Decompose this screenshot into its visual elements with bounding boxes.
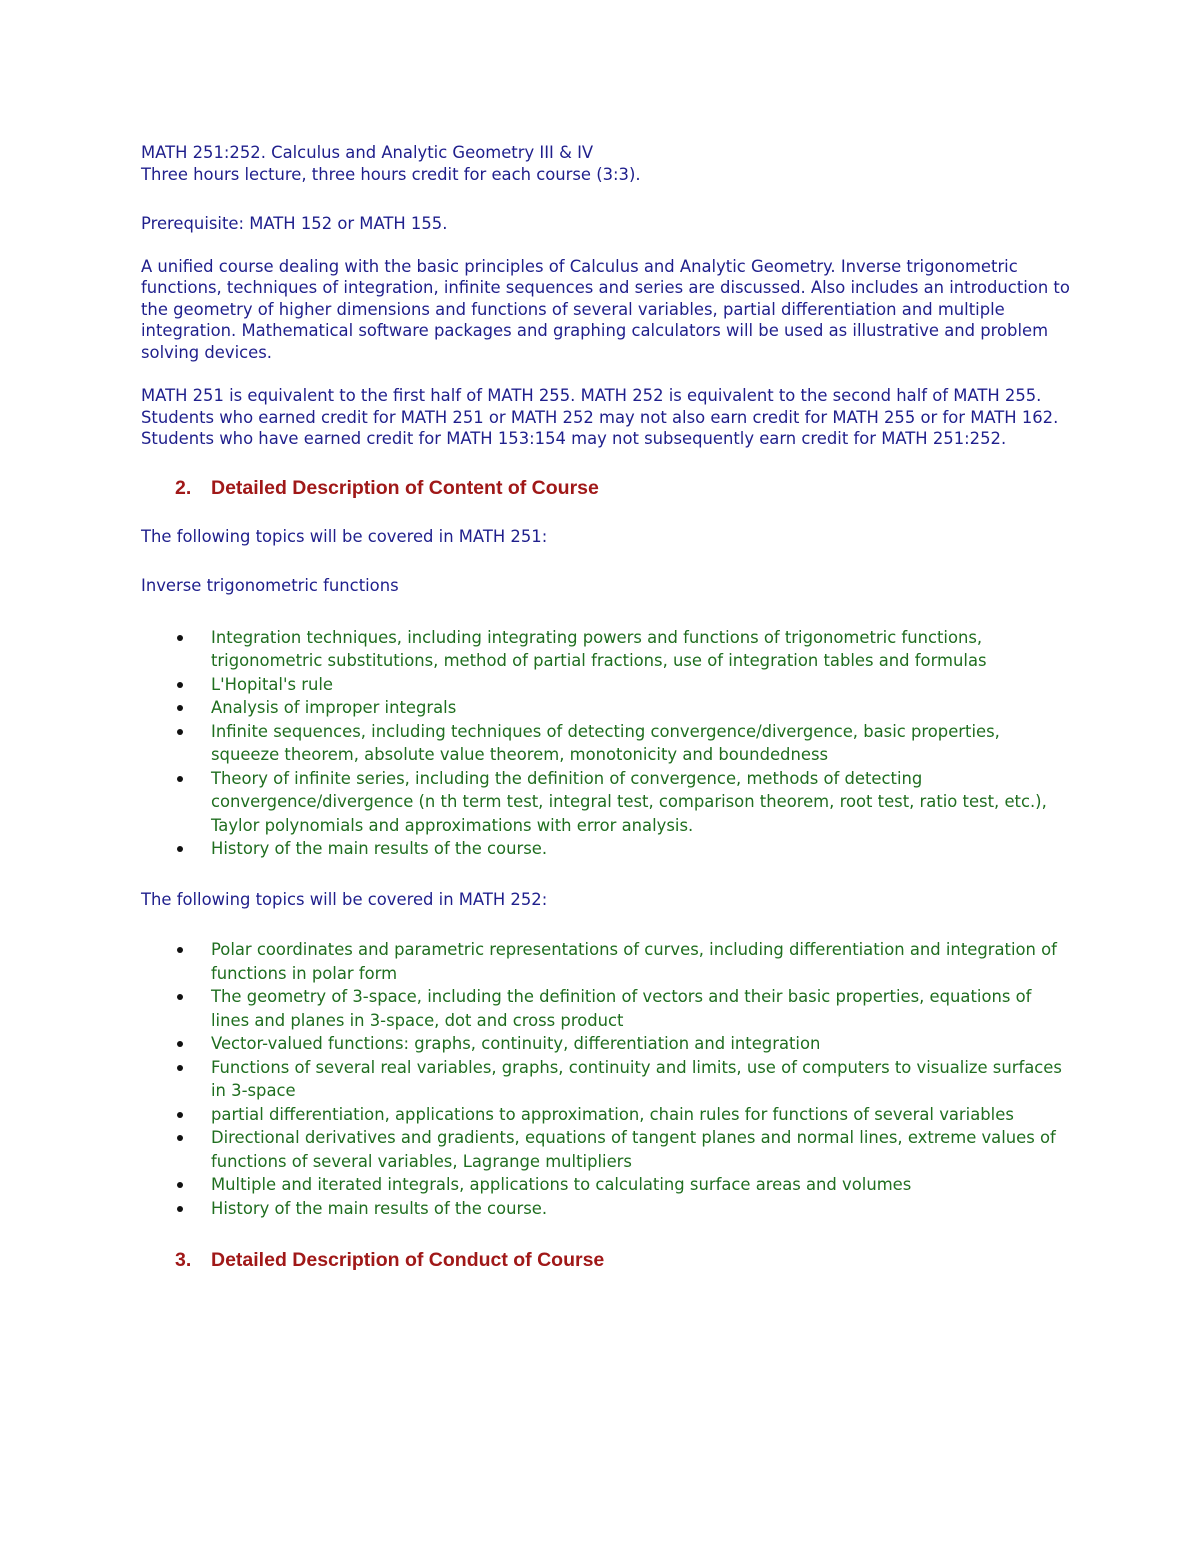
section-2-heading <box>141 476 1071 500</box>
course-equivalence: MATH 251 is equivalent to the first half of MATH 255. MATH 252 is equivalent to the second half of MATH 255. Students who earned credit for MATH 251 or MATH 252 may not also earn credit for MATH 255 or for MATH 162. Students who have earned credit for MATH 153:154 may not subsequently earn credit for MATH 251:252. <box>141 386 1059 448</box>
math251-intro: The following topics will be covered in MATH 251: <box>141 526 548 546</box>
section-3-title: Detailed Description of Conduct of Course <box>211 1249 605 1271</box>
section-3-heading <box>141 1248 1071 1272</box>
section-2-title: Detailed Description of Content of Course <box>211 476 599 499</box>
list-item: L'Hopital's rule <box>141 673 1071 697</box>
list-item: History of the main results of the course. <box>141 837 1071 861</box>
list-item: Vector-valued functions: graphs, continuity, differentiation and integration <box>141 1032 1071 1056</box>
course-hours-line: Three hours lecture, three hours credit for each course (3:3). <box>141 164 641 184</box>
course-header <box>141 142 1071 185</box>
list-item: Multiple and iterated integrals, applications to calculating surface areas and volumes <box>141 1173 1071 1197</box>
bullet-icon <box>177 947 183 953</box>
list-item: Functions of several real variables, graphs, continuity and limits, use of computers to visualize surfaces in 3-space <box>141 1056 1071 1103</box>
bullet-icon <box>177 1135 183 1141</box>
document-page <box>141 142 1071 1272</box>
bullet-icon <box>177 729 183 735</box>
course-title-line: MATH 251:252. Calculus and Analytic Geometry III & IV <box>141 143 594 162</box>
list-item: The geometry of 3-space, including the definition of vectors and their basic properties, equations of lines and planes in 3-space, dot and cross product <box>141 985 1071 1032</box>
section-3-number: 3. <box>175 1249 192 1271</box>
list-item: Integration techniques, including integrating powers and functions of trigonometric functions, trigonometric substitutions, method of partial fractions, use of integration tables and formulas <box>141 626 1071 673</box>
list-item: Infinite sequences, including techniques of detecting convergence/divergence, basic properties, squeeze theorem, absolute value theorem, monotonicity and boundedness <box>141 720 1071 767</box>
bullet-icon <box>177 776 183 782</box>
bullet-icon <box>177 994 183 1000</box>
list-item: History of the main results of the course. <box>141 1197 1071 1221</box>
bullet-icon <box>177 705 183 711</box>
section-2-number: 2. <box>175 476 192 499</box>
bullet-icon <box>177 635 183 641</box>
prerequisite-text: Prerequisite: MATH 152 or MATH 155. <box>141 214 448 233</box>
list-item: Polar coordinates and parametric representations of curves, including differentiation and integration of functions in polar form <box>141 938 1071 985</box>
math251-topic-list <box>141 626 1071 861</box>
math252-topic-list <box>141 938 1071 1220</box>
list-item: Directional derivatives and gradients, equations of tangent planes and normal lines, extreme values of functions of several variables, Lagrange multipliers <box>141 1126 1071 1173</box>
list-item: partial differentiation, applications to approximation, chain rules for functions of several variables <box>141 1103 1071 1127</box>
math251-first-topic: Inverse trigonometric functions <box>141 576 399 595</box>
list-item: Analysis of improper integrals <box>141 696 1071 720</box>
course-description: A unified course dealing with the basic principles of Calculus and Analytic Geometry. Inverse trigonometric functions, techniques of integration, infinite sequences and series are discussed. Also includes an introduction to the geometry of higher dimensions and functions of several variables, partial differentiation and multiple integration. Mathematical software packages and graphing calculators will be used as illustrative and problem solving devices. <box>141 256 1070 362</box>
bullet-icon <box>177 1065 183 1071</box>
bullet-icon <box>177 846 183 852</box>
list-item: Theory of infinite series, including the definition of convergence, methods of detecting convergence/divergence (n th term test, integral test, comparison theorem, root test, ratio test, etc.), Taylor polynomials and approximations with error analysis. <box>141 767 1071 838</box>
bullet-icon <box>177 1112 183 1118</box>
bullet-icon <box>177 1206 183 1212</box>
bullet-icon <box>177 682 183 688</box>
math252-intro: The following topics will be covered in MATH 252: <box>141 889 548 909</box>
bullet-icon <box>177 1182 183 1188</box>
bullet-icon <box>177 1041 183 1047</box>
